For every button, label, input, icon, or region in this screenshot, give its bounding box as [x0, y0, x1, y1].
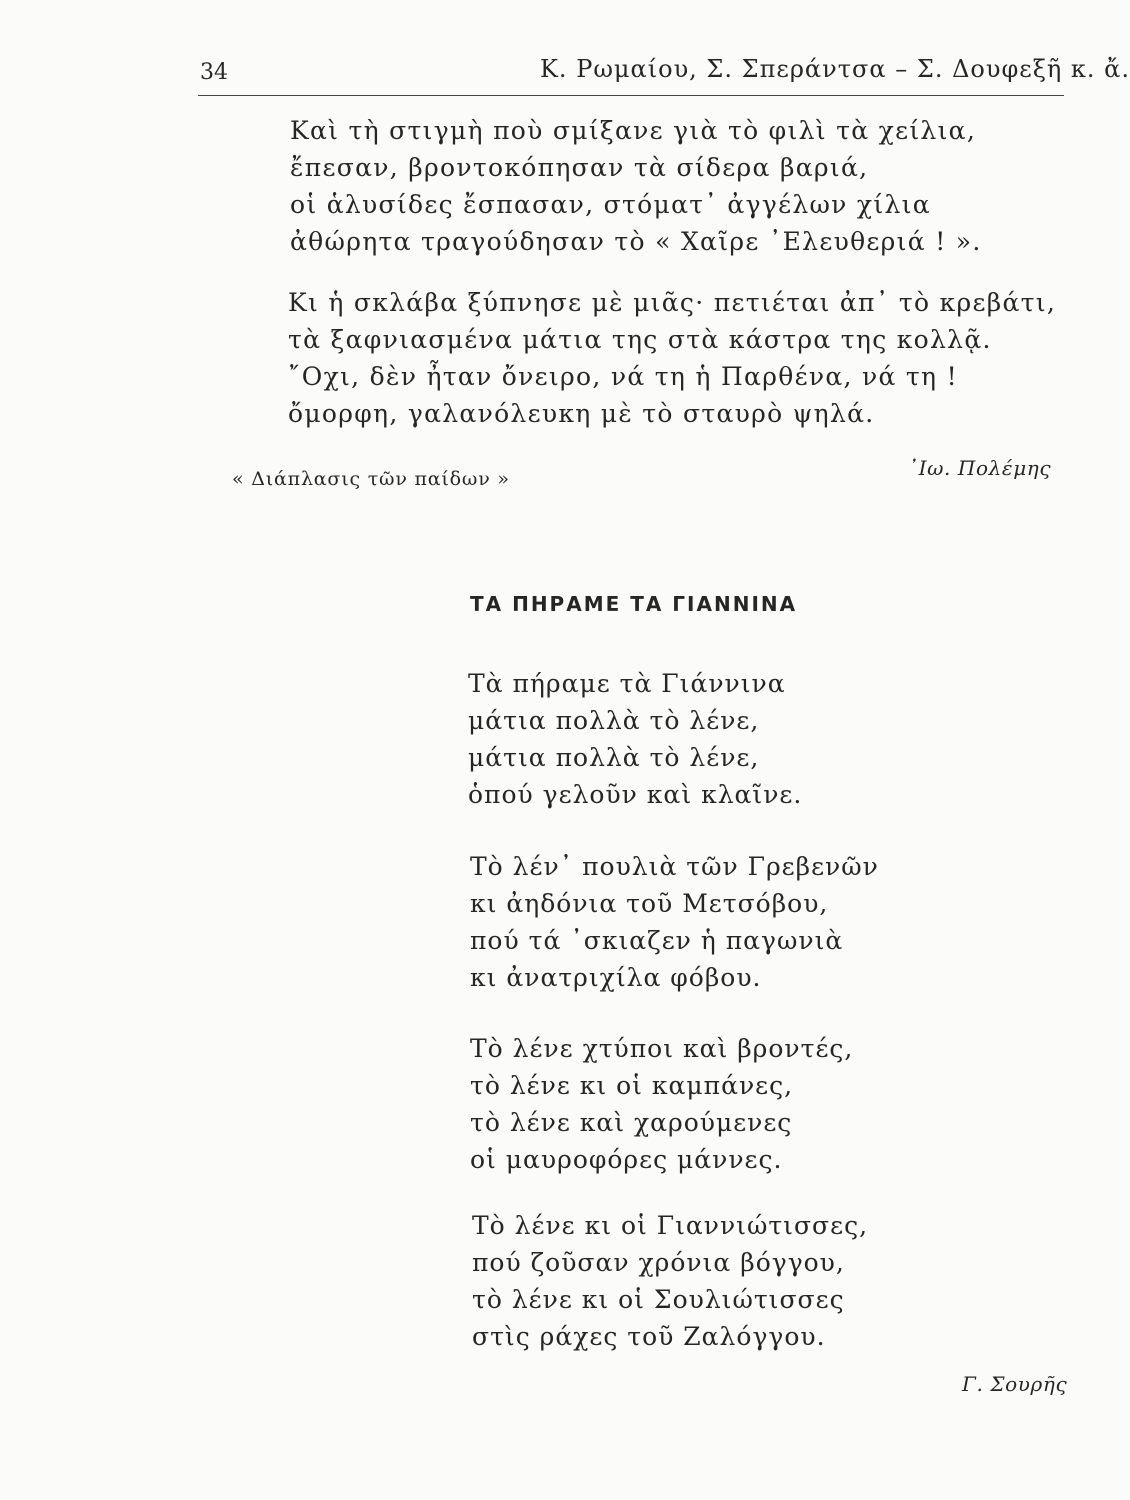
poem1-stanza-1	[290, 112, 982, 260]
verse-line: μάτια πολλὰ τὸ λένε,	[468, 706, 760, 735]
poem2-stanza-1	[468, 665, 802, 813]
verse-line: Τὰ πήραμε τὰ Γιάννινα	[468, 669, 786, 698]
page-number: 34	[200, 60, 228, 85]
poem2-stanza-4	[472, 1207, 868, 1355]
verse-line: ἀθώρητα τραγούδησαν τὸ « Χαῖρε ᾽Ελευθεριά ! ».	[290, 227, 982, 256]
verse-line: ὄμορφη, γαλανόλευκη μὲ τὸ σταυρὸ ψηλά.	[288, 399, 875, 428]
verse-line: κι ἀνατριχίλα φόβου.	[470, 963, 762, 992]
verse-line: οἱ μαυροφόρες μάννες.	[470, 1145, 783, 1174]
verse-line: τὸ λένε κι οἱ Σουλιώτισσες	[472, 1285, 845, 1314]
poem2-title: ΤΑ ΠΗΡΑΜΕ ΤΑ ΓΙΑΝΝΙΝΑ	[470, 592, 798, 616]
poem1-author: ᾽Ιω. Πολέμης	[908, 456, 1052, 480]
verse-line: κι ἀηδόνια τοῦ Μετσόβου,	[470, 889, 829, 918]
verse-line: Τὸ λένε κι οἱ Γιαννιώτισσες,	[472, 1211, 869, 1240]
verse-line: τὸ λένε καὶ χαρούμενες	[470, 1108, 793, 1137]
verse-line: στὶς ράχες τοῦ Ζαλόγγου.	[472, 1322, 826, 1351]
verse-line: τὰ ξαφνιασμένα μάτια της στὰ κάστρα της κολλᾷ.	[288, 325, 992, 354]
header-rule	[198, 95, 1064, 96]
poem1-source: « Διάπλασις τῶν παίδων »	[232, 468, 510, 490]
verse-line: πού τά ᾽σκιαζεν ἡ παγωνιὰ	[470, 926, 844, 955]
verse-line: Καὶ τὴ στιγμὴ ποὺ σμίξανε γιὰ τὸ φιλὶ τὰ χείλια,	[290, 116, 977, 145]
poem1-stanza-2	[288, 284, 1056, 432]
verse-line: Κι ἡ σκλάβα ξύπνησε μὲ μιᾶς· πετιέται ἀπ᾽ τὸ κρεβάτι,	[288, 288, 1057, 317]
poem2-stanza-3	[470, 1030, 853, 1178]
poem2-stanza-2	[470, 848, 879, 996]
poem2-author: Γ. Σουρῆς	[962, 1372, 1068, 1396]
verse-line: οἱ ἁλυσίδες ἔσπασαν, στόματ᾽ ἀγγέλων χίλια	[290, 190, 931, 219]
verse-line: τὸ λένε κι οἱ καμπάνες,	[470, 1071, 794, 1100]
running-head: Κ. Ρωμαίου, Σ. Σπεράντσα – Σ. Δουφεξῆ κ. ἄ.	[540, 55, 1130, 83]
verse-line: μάτια πολλὰ τὸ λένε,	[468, 743, 760, 772]
verse-line: Τὸ λέν᾽ πουλιὰ τῶν Γρεβενῶν	[470, 852, 879, 881]
verse-line: πού ζοῦσαν χρόνια βόγγου,	[472, 1248, 845, 1277]
verse-line: ὁπού γελοῦν καὶ κλαῖνε.	[468, 780, 803, 809]
verse-line: ῎Οχι, δὲν ἦταν ὄνειρο, νά τη ἡ Παρθένα, νά τη !	[288, 362, 958, 391]
verse-line: ἔπεσαν, βροντοκόπησαν τὰ σίδερα βαριά,	[290, 153, 869, 182]
verse-line: Τὸ λένε χτύποι καὶ βροντές,	[470, 1034, 854, 1063]
